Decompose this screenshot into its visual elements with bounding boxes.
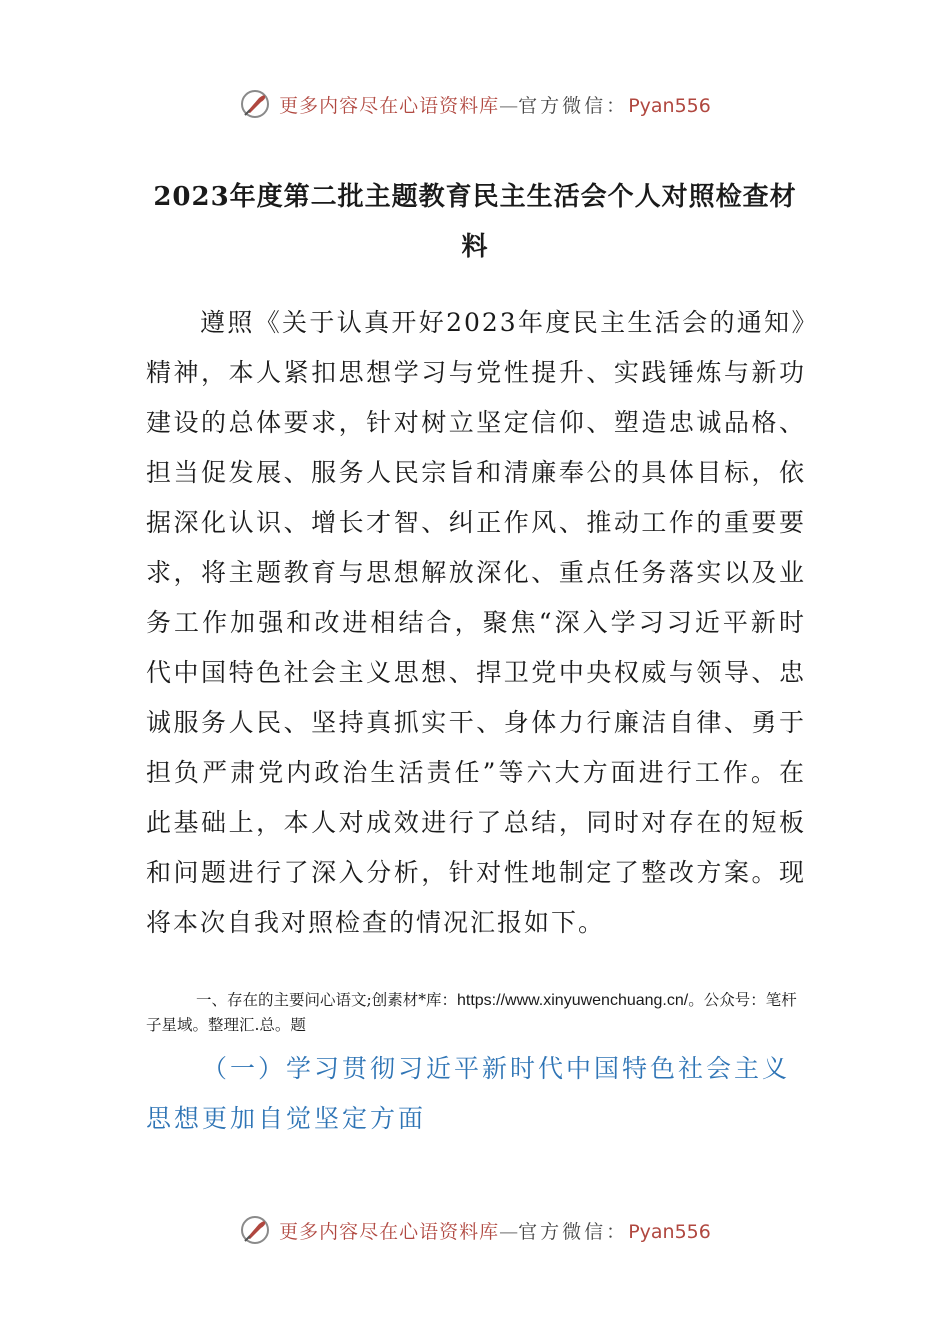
footer-banner-title: 更多内容尽在心语资料库 — [279, 1220, 500, 1243]
header-banner-contact-label: 官方微信： — [518, 94, 629, 117]
header-banner-contact-id: Pyan556 — [628, 94, 711, 117]
quill-pen-logo-icon — [239, 88, 271, 120]
header-banner — [0, 84, 950, 124]
small-note — [146, 988, 811, 1038]
small-note-prefix: 一、存在的主要问心语文;创素材*库： — [196, 991, 457, 1009]
footer-banner-text — [279, 1217, 711, 1244]
footer-banner-contact-id: Pyan556 — [628, 1220, 711, 1243]
footer-banner-separator: — — [499, 1220, 519, 1243]
document-title: 2023年度第二批主题教育民主生活会个人对照检查材料 — [153, 182, 797, 262]
header-banner-text — [279, 91, 711, 118]
footer-banner-contact-label: 官方微信： — [518, 1220, 629, 1243]
footer-banner — [0, 1210, 950, 1250]
header-banner-separator: — — [499, 94, 519, 117]
body-paragraph: 遵照《关于认真开好2023年度民主生活会的通知》精神，本人紧扣思想学习与党性提升、实践锤炼与新功建设的总体要求，针对树立坚定信仰、塑造忠诚品格、担当促发展、服务人民宗旨和清廉奉公的具体目标，依据深化认识、增长才智、纠正作风、推动工作的重要要求，将主题教育与思想解放深化、重点任务落实以及业务工作加强和改进相结合，聚焦“深入学习习近平新时代中国特色社会主义思想、捍卫党中央权威与领导、忠诚服务人民、坚持真抓实干、身体力行廉洁自律、勇于担负严肃党内政治生活责任”等六大方面进行工作。在此基础上，本人对成效进行了总结，同时对存在的短板和问题进行了深入分析，针对性地制定了整改方案。现将本次自我对照检查的情况汇报如下。 — [146, 308, 806, 937]
quill-pen-logo-icon — [239, 1214, 271, 1246]
section-heading: （一）学习贯彻习近平新时代中国特色社会主义思想更加自觉坚定方面 — [146, 1054, 791, 1133]
small-note-suffix: 。公众号：笔杆子星域。整理汇.总。题 — [146, 991, 797, 1034]
header-banner-title: 更多内容尽在心语资料库 — [279, 94, 500, 117]
small-note-url: https://www.xinyuwenchuang.cn/ — [456, 992, 689, 1009]
